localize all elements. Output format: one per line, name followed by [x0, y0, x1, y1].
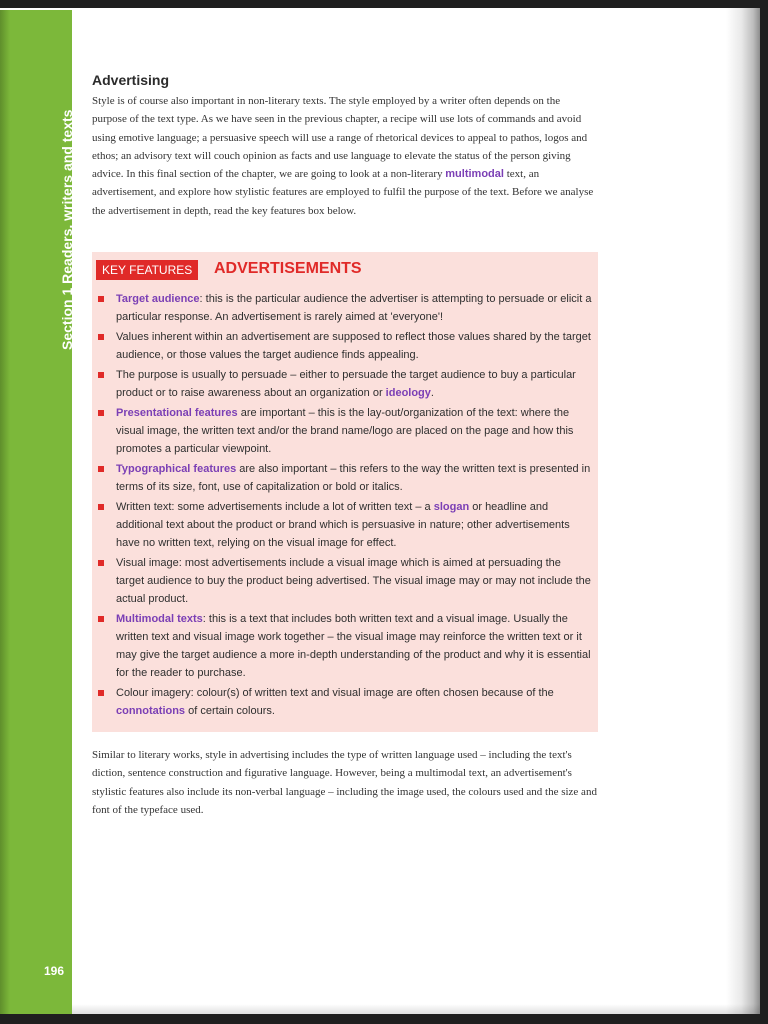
list-item [96, 366, 592, 402]
item-text: : this is the particular audience the advertiser is attempting to persuade or elicit a particular response. An advertisement is rarely aimed at 'everyone'! [116, 293, 592, 323]
spine-edge-shade [0, 10, 10, 1014]
list-item [96, 498, 592, 552]
key-features-box [92, 252, 598, 732]
list-item [96, 328, 592, 364]
item-text: of certain colours. [185, 705, 275, 717]
page-curl-shadow [726, 8, 760, 1014]
key-features-tag: KEY FEATURES [96, 260, 198, 280]
bullet-square-icon [98, 560, 104, 566]
key-features-title: ADVERTISEMENTS [214, 260, 362, 277]
list-item [96, 684, 592, 720]
section-spine [0, 10, 75, 1014]
list-item [96, 460, 592, 496]
item-keyword: ideology [385, 387, 431, 399]
bullet-square-icon [98, 690, 104, 696]
item-text: The purpose is usually to persuade – either to persuade the target audience to buy a particular product or to raise awareness about an organization or [116, 369, 576, 399]
bullet-square-icon [98, 372, 104, 378]
item-text: are important – this is the lay-out/organization of the text: where the visual image, the written text and/or the brand name/logo are placed on the page and how this promotes a particular viewpoint. [116, 407, 574, 455]
item-keyword: connotations [116, 705, 186, 717]
section-label: Section 1 Readers, writers and texts [59, 109, 75, 350]
item-text: Visual image: most advertisements include a visual image which is aimed at persuading the target audience to buy the product being advertised. The visual image may or may not include the actual product. [116, 557, 591, 605]
intro-text-before: Style is of course also important in non-literary texts. The style employed by a writer often depends on the purpose of the text type. As we have seen in the previous chapter, a recipe will use lots of commands and avoid using emotive language; a persuasive speech will use a range of rhetorical devices to appeal to pathos, logos and ethos; an advisory text will couch opinion as facts and use language to elevate the status of the person giving advice. In this final section of the chapter, we are going to look at a non-literary [92, 95, 588, 181]
item-text: or headline and additional text about the product or brand which is persuasive in nature; other advertisements have no written text, relying on the visual image for effect. [116, 501, 570, 549]
item-keyword: Multimodal texts [116, 613, 203, 625]
intro-keyword: multimodal [445, 168, 504, 181]
key-features-list [96, 290, 592, 722]
list-item [96, 404, 592, 458]
intro-paragraph [92, 92, 597, 220]
bullet-square-icon [98, 466, 104, 472]
item-text: Written text: some advertisements include a lot of written text – a [116, 501, 434, 513]
bullet-square-icon [98, 616, 104, 622]
item-text: are also important – this refers to the way the written text is presented in terms of its size, font, use of capitalization or bold or italics. [116, 463, 591, 493]
section-heading: Advertising [92, 72, 170, 88]
item-keyword: Presentational features [116, 407, 238, 419]
page-number: 196 [44, 964, 65, 978]
item-text: : this is a text that includes both written text and a visual image. Usually the written text and visual image work together – the visual image may reinforce the written text or it may give the target audience a more in-depth understanding of the product and why it is essential for the reader to purchase. [116, 613, 591, 679]
list-item [96, 554, 592, 608]
bullet-square-icon [98, 504, 104, 510]
item-text: . [430, 387, 434, 399]
list-item [96, 610, 592, 682]
item-text: Colour imagery: colour(s) of written text and visual image are often chosen because of the [116, 687, 554, 699]
bullet-square-icon [98, 334, 104, 340]
item-keyword: Typographical features [116, 463, 237, 475]
item-keyword: slogan [433, 501, 470, 513]
list-item [96, 290, 592, 326]
bullet-square-icon [98, 410, 104, 416]
bullet-square-icon [98, 296, 104, 302]
item-text: Values inherent within an advertisement are supposed to reflect those values shared by the target audience, or those values the target audience finds appealing. [116, 331, 591, 361]
item-keyword: Target audience [116, 293, 200, 305]
page-bottom-shadow [0, 1004, 760, 1014]
intro-text-after: text, an advertisement, and explore how stylistic features are employed to fulfil the purpose of the text. Before we analyse the advertisement in depth, read the key features box below. [92, 168, 594, 217]
closing-paragraph: Similar to literary works, style in advertising includes the type of written language used – including the text's diction, sentence construction and figurative language. However, being a multimodal text, an advertisement's stylistic features also include its non-verbal language – including the image used, the colours used and the size and font of the typeface used. [92, 749, 597, 816]
